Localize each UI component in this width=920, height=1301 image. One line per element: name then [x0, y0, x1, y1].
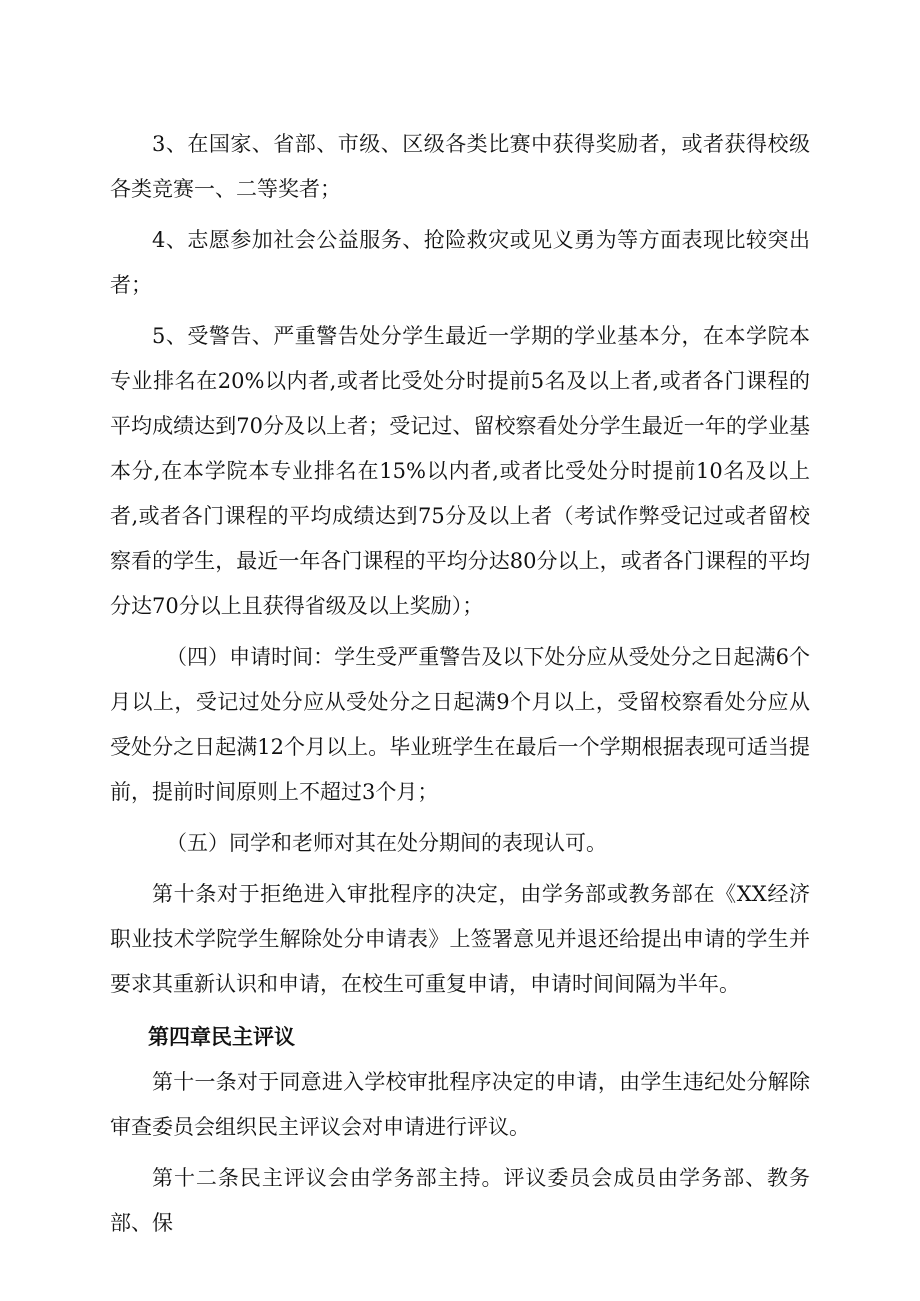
document-page — [110, 122, 810, 1246]
item-5-paragraph: 5、受警告、严重警告处分学生最近一学期的学业基本分，在本学院本专业排名在20%以内者,或者比受处分时提前5名及以上者,或者各门课程的平均成绩达到70分及以上者；受记过、留校察看处分学生最近一年的学业基本分,在本学院本专业排名在15%以内者,或者比受处分时提前10名及以上者,或者各门课程的平均成绩达到75分及以上者（考试作弊受记过或者留校察看的学生，最近一年各门课程的平均分达80分以上，或者各门课程的平均分达70分以上且获得省级及以上奖励）； — [110, 324, 810, 618]
article-12-paragraph: 第十二条民主评议会由学务部主持。评议委员会成员由学务部、教务部、保 — [110, 1166, 810, 1235]
section-5-recognition: （五）同学和老师对其在处分期间的表现认可。 — [166, 831, 607, 855]
section-4-application-time: （四）申请时间：学生受严重警告及以下处分应从受处分之日起满6个月以上，受记过处分应从受处分之日起满9个月以上，受留校察看处分应从受处分之日起满12个月以上。毕业班学生在最后一个学期根据表现可适当提前，提前时间原则上不超过3个月； — [110, 645, 810, 804]
item-3-paragraph: 3、在国家、省部、市级、区级各类比赛中获得奖励者，或者获得校级各类竞赛一、二等奖者； — [110, 132, 810, 201]
item-4-paragraph: 4、志愿参加社会公益服务、抢险救灾或见义勇为等方面表现比较突出者； — [110, 228, 810, 297]
chapter-4-heading: 第四章民主评议 — [148, 1025, 295, 1049]
article-10-paragraph: 第十条对于拒绝进入审批程序的决定，由学务部或教务部在《XX经济职业技术学院学生解除处分申请表》上签署意见并退还给提出申请的学生并要求其重新认识和申请，在校生可重复申请，申请时间间隔为半年。 — [110, 882, 810, 996]
article-11-paragraph: 第十一条对于同意进入学校审批程序决定的申请，由学生违纪处分解除审查委员会组织民主评议会对申请进行评议。 — [110, 1070, 810, 1139]
